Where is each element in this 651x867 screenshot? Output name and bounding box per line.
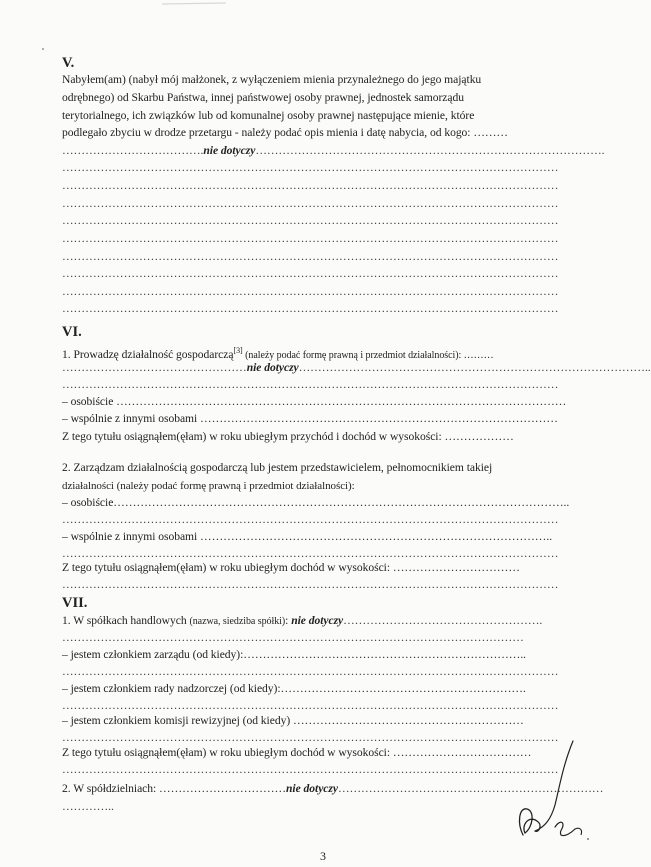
dotted-line: ………………………………………………………………………………………………………………… bbox=[62, 267, 559, 280]
dotted-line: ………………………………………………………………………………………………………… bbox=[62, 631, 524, 644]
jointly-line-2: – wspólnie z innymi osobami ……………………………………………………………………………….. bbox=[62, 530, 553, 543]
dotted-line: ………………………………………………………………………………………………………………… bbox=[62, 513, 559, 526]
income-line-1: Z tego tytułu osiągnąłem(ęłam) w roku ubiegłym przychód i dochód w wysokości: ……………… bbox=[62, 430, 514, 443]
dotted-line: ………………………………………………………………………………………………………………… bbox=[62, 731, 559, 744]
section-vi-answer-line bbox=[62, 361, 651, 375]
not-applicable-text: nie dotyczy bbox=[291, 614, 344, 627]
audit-committee-line: – jestem członkiem komisji rewizyjnej (od kiedy) …………………………………………………… bbox=[62, 714, 524, 727]
colon: : bbox=[285, 614, 292, 627]
item-2-instruction: działalności (należy podać formę prawną i przedmiot działalności): bbox=[62, 480, 355, 492]
dotted-line: ………….. bbox=[62, 800, 114, 813]
dotted-line: ………………………………………………………………………………………………………………… bbox=[62, 378, 559, 391]
dots: …………………………………………………………… bbox=[337, 782, 604, 795]
section-v-answer-line bbox=[62, 144, 605, 158]
dotted-line: ………………………………………………………………………………………………………………… bbox=[62, 665, 559, 678]
not-applicable-text: nie dotyczy bbox=[246, 361, 299, 374]
section-vii-item-1 bbox=[62, 614, 552, 629]
not-applicable-text: nie dotyczy bbox=[286, 782, 338, 795]
faint-top-mark bbox=[160, 0, 230, 8]
item-1-instruction: (należy podać formę prawną i przedmiot działalności): ……… bbox=[242, 349, 494, 361]
item-1-instruction: (nazwa, siedziba spółki) bbox=[189, 616, 286, 627]
section-vi-heading: VI. bbox=[62, 324, 82, 340]
dotted-line: ………………………………………………………………………………………………………………… bbox=[62, 179, 559, 192]
jointly-line: – wspólnie z innymi osobami ………………………………………………………………………………… bbox=[62, 412, 558, 425]
not-applicable-text: nie dotyczy bbox=[203, 144, 256, 157]
dotted-line: ………………………………………………………………………………………………………………… bbox=[62, 578, 559, 591]
dotted-line: ………………………………………………………………………………………………………………… bbox=[62, 232, 559, 245]
section-vi-item-2: 2. Zarządzam działalnością gospodarczą lub jestem przedstawicielem, pełnomocnikiem takiej bbox=[62, 461, 493, 474]
personally-line-2: – osobiście……………………………………………………………………………………………………….. bbox=[62, 496, 570, 509]
cooperatives-label: 2. W spółdzielniach: …………………………… bbox=[62, 782, 287, 795]
page-number: 3 bbox=[320, 849, 326, 863]
income-line-3: Z tego tytułu osiągnąłem(ęłam) w roku ubiegłym dochód w wysokości: ……………………………… bbox=[62, 746, 532, 759]
item-1-label: 1. W spółkach handlowych bbox=[62, 614, 190, 627]
dotted-line: ………………………………………………………………………………………………………………… bbox=[62, 763, 559, 776]
section-vi-item-2-cont bbox=[62, 479, 552, 493]
dots: ……………………………………………. bbox=[343, 614, 543, 627]
item-1-label: 1. Prowadzę działalność gospodarczą bbox=[62, 347, 234, 361]
dotted-line: ………………………………………………………………………………………………………………… bbox=[62, 250, 559, 263]
section-v-line-2: odrębnego) od Skarbu Państwa, innej państwowej osoby prawnej, jednostek samorządu bbox=[62, 91, 464, 104]
section-v-line-1: Nabyłem(am) (nabył mój małżonek, z wyłączeniem mienia przynależnego do jego majątku bbox=[62, 73, 482, 86]
dots: ………………………………. bbox=[62, 144, 204, 157]
dotted-line: ………………………………………………………………………………………………………………… bbox=[62, 699, 559, 712]
personally-line: – osobiście ……………………………………………………………………………………………………… bbox=[62, 395, 567, 408]
supervisory-board-line: – jestem członkiem rady nadzorczej (od kiedy):………………………………………………………. bbox=[62, 682, 526, 695]
cooperatives-line bbox=[62, 782, 604, 796]
dots: ……………………………………………………………………………….. bbox=[298, 361, 651, 374]
section-v-heading: V. bbox=[62, 55, 75, 71]
dotted-line: ………………………………………………………………………………………………………………… bbox=[62, 285, 559, 298]
dots: ………………………………………… bbox=[62, 361, 247, 374]
handwritten-signature bbox=[505, 735, 595, 845]
section-vii-heading: VII. bbox=[62, 595, 88, 611]
dotted-line: ………………………………………………………………………………………………………………… bbox=[62, 547, 559, 560]
faint-margin-mark bbox=[40, 46, 46, 52]
section-v-line-4: podlegało zbyciu w drodze przetargu - należy podać opis mienia i datę nabycia, od kogo: ……… bbox=[62, 126, 508, 139]
dotted-line: ………………………………………………………………………………………………………………… bbox=[62, 161, 559, 174]
dots: ………………………………………………………………………………. bbox=[255, 144, 605, 157]
section-v-line-3: terytorialnego, ich związków lub od komunalnej osoby prawnej następujące mienie, które bbox=[62, 109, 475, 122]
board-member-line: – jestem członkiem zarządu (od kiedy):……………………………………………………………….. bbox=[62, 648, 527, 661]
footnote-ref: [3] bbox=[233, 346, 243, 355]
dotted-line: ………………………………………………………………………………………………………………… bbox=[62, 214, 559, 227]
income-line-2: Z tego tytułu osiągnąłem(ęłam) w roku ubiegłym dochód w wysokości: …………………………… bbox=[62, 561, 520, 574]
dotted-line: ………………………………………………………………………………………………………………… bbox=[62, 302, 559, 315]
dotted-line: ………………………………………………………………………………………………………………… bbox=[62, 197, 559, 210]
